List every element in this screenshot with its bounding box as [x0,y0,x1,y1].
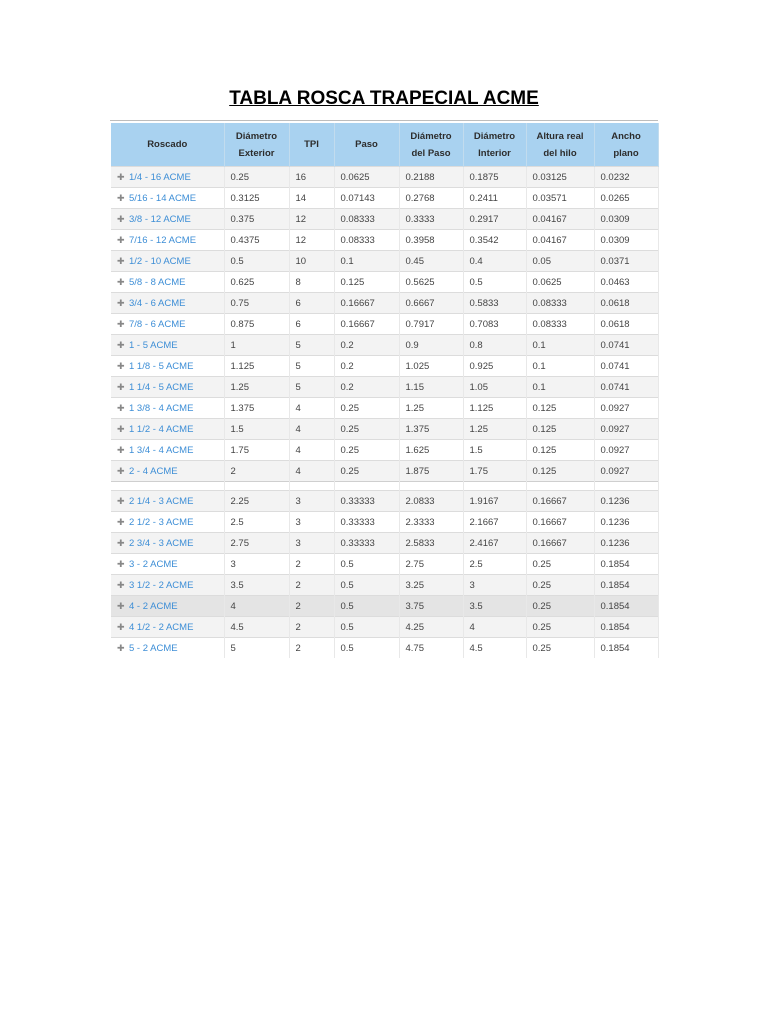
table-cell: 1.125 [463,398,526,419]
table-cell: 0.125 [526,461,594,482]
gap-cell [334,482,399,491]
thread-link[interactable]: 5 - 2 ACME [129,642,178,654]
table-cell: 5 [224,638,289,659]
table-cell: 0.1875 [463,167,526,188]
thread-link[interactable]: 5/16 - 14 ACME [129,192,197,204]
table-cell: 0.0741 [594,356,658,377]
table-cell: 0.08333 [334,230,399,251]
thread-name-cell[interactable] [111,596,224,617]
table-cell: 0.0741 [594,335,658,356]
table-cell: 4 [289,398,334,419]
expand-plus-icon[interactable]: ✚ [117,234,125,245]
thread-link[interactable]: 1/2 - 10 ACME [129,255,191,267]
thread-name-cell[interactable] [111,461,224,482]
table-cell: 0.5 [463,272,526,293]
expand-plus-icon[interactable]: ✚ [117,495,125,506]
table-cell: 2.75 [399,554,463,575]
thread-link[interactable]: 1 1/4 - 5 ACME [129,381,194,393]
table-cell: 8 [289,272,334,293]
table-cell: 16 [289,167,334,188]
table-cell: 0.25 [526,554,594,575]
header-roscado[interactable]: Roscado [111,123,224,167]
table-cell: 0.9 [399,335,463,356]
thread-name-cell[interactable] [111,398,224,419]
gap-cell [463,482,526,491]
table-cell: 0.4375 [224,230,289,251]
expand-plus-icon[interactable]: ✚ [117,213,125,224]
thread-link[interactable]: 4 - 2 ACME [129,600,178,612]
table-cell: 0.7917 [399,314,463,335]
table-row [111,335,658,356]
table-cell: 2 [224,461,289,482]
table-cell: 0.375 [224,209,289,230]
table-cell: 3 [224,554,289,575]
table-cell: 0.5 [334,617,399,638]
table-row [111,167,658,188]
table-cell: 0.08333 [526,314,594,335]
table-cell: 0.04167 [526,230,594,251]
table-row [111,272,658,293]
expand-plus-icon[interactable]: ✚ [117,558,125,569]
table-cell: 0.33333 [334,533,399,554]
header-altura-real-del-hilo[interactable]: Altura real del hilo [526,123,594,167]
table-cell: 0.25 [334,419,399,440]
acme-thread-table [111,123,659,658]
table-cell: 0.0232 [594,167,658,188]
header-diametro-del-paso[interactable]: Diámetro del Paso [399,123,463,167]
table-cell: 0.2411 [463,188,526,209]
table-cell: 0.16667 [334,314,399,335]
table-cell: 2 [289,617,334,638]
table-cell: 0.1854 [594,638,658,659]
table-cell: 3 [289,533,334,554]
thread-name-cell[interactable] [111,491,224,512]
thread-link[interactable]: 7/8 - 6 ACME [129,318,186,330]
thread-name-cell[interactable] [111,419,224,440]
table-cell: 1.05 [463,377,526,398]
table-cell: 0.5625 [399,272,463,293]
table-cell: 0.1 [526,377,594,398]
table-row [111,356,658,377]
thread-link[interactable]: 1 1/8 - 5 ACME [129,360,194,372]
table-cell: 0.3542 [463,230,526,251]
thread-link[interactable]: 3/8 - 12 ACME [129,213,191,225]
table-section-gap [111,482,658,491]
table-cell: 0.2917 [463,209,526,230]
table-cell: 1.25 [399,398,463,419]
table-cell: 3 [463,575,526,596]
table-row [111,575,658,596]
table-cell: 0.33333 [334,512,399,533]
table-cell: 1.375 [224,398,289,419]
table-cell: 12 [289,230,334,251]
thread-link[interactable]: 1 3/8 - 4 ACME [129,402,194,414]
table-cell: 0.0463 [594,272,658,293]
thread-link[interactable]: 1 1/2 - 4 ACME [129,423,194,435]
table-row [111,419,658,440]
table-cell: 0.0625 [526,272,594,293]
table-cell: 2.1667 [463,512,526,533]
table-row [111,617,658,638]
table-row [111,293,658,314]
thread-link[interactable]: 3/4 - 6 ACME [129,297,186,309]
table-cell: 0.1854 [594,596,658,617]
table-cell: 2 [289,638,334,659]
table-cell: 1.75 [224,440,289,461]
thread-name-cell[interactable] [111,638,224,659]
table-cell: 0.1 [334,251,399,272]
table-cell: 0.25 [334,398,399,419]
table-cell: 0.25 [526,596,594,617]
expand-plus-icon[interactable]: ✚ [117,642,125,653]
table-cell: 0.2188 [399,167,463,188]
table-cell: 1.9167 [463,491,526,512]
expand-plus-icon[interactable]: ✚ [117,579,125,590]
table-cell: 5 [289,335,334,356]
gap-cell [111,482,224,491]
table-cell: 1.375 [399,419,463,440]
thread-name-cell[interactable] [111,167,224,188]
table-cell: 2.5 [463,554,526,575]
table-cell: 4.5 [224,617,289,638]
table-cell: 4.75 [399,638,463,659]
page-title: TABLA ROSCA TRAPECIAL ACME [229,88,539,109]
table-cell: 0.0618 [594,314,658,335]
thread-link[interactable]: 2 1/4 - 3 ACME [129,495,194,507]
table-cell: 1.875 [399,461,463,482]
header-tpi[interactable]: TPI [289,123,334,167]
table-cell: 2.4167 [463,533,526,554]
table-cell: 0.45 [399,251,463,272]
table-row [111,596,658,617]
table-cell: 2.5833 [399,533,463,554]
table-cell: 0.0371 [594,251,658,272]
table-cell: 0.16667 [526,491,594,512]
title-divider [110,120,658,121]
expand-plus-icon[interactable]: ✚ [117,537,125,548]
table-cell: 0.3333 [399,209,463,230]
table-cell: 0.5 [334,596,399,617]
table-cell: 0.25 [334,461,399,482]
expand-plus-icon[interactable]: ✚ [117,402,125,413]
table-cell: 0.1 [526,356,594,377]
table-cell: 12 [289,209,334,230]
table-cell: 0.0309 [594,230,658,251]
thread-name-cell[interactable] [111,575,224,596]
table-cell: 2.75 [224,533,289,554]
header-diametro-interior[interactable]: Diámetro Interior [463,123,526,167]
table-cell: 0.5 [334,638,399,659]
thread-link[interactable]: 1/4 - 16 ACME [129,171,191,183]
table-row [111,461,658,482]
table-cell: 0.125 [526,440,594,461]
table-cell: 0.0927 [594,398,658,419]
table-row [111,554,658,575]
table-cell: 0.04167 [526,209,594,230]
table-cell: 0.0927 [594,440,658,461]
expand-plus-icon[interactable]: ✚ [117,297,125,308]
table-cell: 3.5 [224,575,289,596]
expand-plus-icon[interactable]: ✚ [117,444,125,455]
table-cell: 1.5 [463,440,526,461]
expand-plus-icon[interactable]: ✚ [117,423,125,434]
table-cell: 0.925 [463,356,526,377]
thread-link[interactable]: 2 1/2 - 3 ACME [129,516,194,528]
table-cell: 4.5 [463,638,526,659]
thread-name-cell[interactable] [111,251,224,272]
expand-plus-icon[interactable]: ✚ [117,339,125,350]
table-cell: 0.08333 [526,293,594,314]
table-cell: 0.03125 [526,167,594,188]
expand-plus-icon[interactable]: ✚ [117,360,125,371]
expand-plus-icon[interactable]: ✚ [117,621,125,632]
thread-link[interactable]: 1 3/4 - 4 ACME [129,444,194,456]
table-cell: 0.1236 [594,533,658,554]
table-cell: 0.25 [526,617,594,638]
thread-name-cell[interactable] [111,209,224,230]
expand-plus-icon[interactable]: ✚ [117,318,125,329]
table-cell: 0.3125 [224,188,289,209]
table-cell: 0.5 [224,251,289,272]
table-cell: 3 [289,512,334,533]
expand-plus-icon[interactable]: ✚ [117,276,125,287]
table-row [111,251,658,272]
table-cell: 1.75 [463,461,526,482]
table-cell: 4.25 [399,617,463,638]
table-cell: 0.1 [526,335,594,356]
table-cell: 0.3958 [399,230,463,251]
table-row [111,377,658,398]
table-cell: 5 [289,377,334,398]
table-cell: 1.625 [399,440,463,461]
table-cell: 0.5 [334,575,399,596]
thread-name-cell[interactable] [111,272,224,293]
table-cell: 6 [289,314,334,335]
table-row [111,491,658,512]
thread-link[interactable]: 3 1/2 - 2 ACME [129,579,194,591]
table-row [111,314,658,335]
table-cell: 0.08333 [334,209,399,230]
table-cell: 1.125 [224,356,289,377]
thread-link[interactable]: 1 - 5 ACME [129,339,178,351]
expand-plus-icon[interactable]: ✚ [117,255,125,266]
table-row [111,188,658,209]
table-cell: 0.1854 [594,554,658,575]
table-cell: 2 [289,554,334,575]
table-cell: 0.0741 [594,377,658,398]
table-cell: 0.1854 [594,617,658,638]
table-cell: 2 [289,575,334,596]
table-cell: 0.625 [224,272,289,293]
table-cell: 4 [289,440,334,461]
thread-name-cell[interactable] [111,335,224,356]
expand-plus-icon[interactable]: ✚ [117,381,125,392]
thread-link[interactable]: 3 - 2 ACME [129,558,178,570]
table-row [111,512,658,533]
thread-name-cell[interactable] [111,440,224,461]
table-row [111,440,658,461]
table-header-row [111,123,658,167]
table-cell: 1.25 [224,377,289,398]
table-cell: 0.05 [526,251,594,272]
expand-plus-icon[interactable]: ✚ [117,465,125,476]
table-cell: 0.16667 [526,533,594,554]
table-cell: 0.0927 [594,419,658,440]
thread-link[interactable]: 4 1/2 - 2 ACME [129,621,194,633]
thread-name-cell[interactable] [111,554,224,575]
thread-name-cell[interactable] [111,188,224,209]
table-cell: 4 [224,596,289,617]
table-cell: 0.03571 [526,188,594,209]
table-cell: 0.33333 [334,491,399,512]
gap-cell [224,482,289,491]
thread-name-cell[interactable] [111,377,224,398]
table-cell: 2.25 [224,491,289,512]
table-cell: 2.0833 [399,491,463,512]
table-cell: 0.8 [463,335,526,356]
table-cell: 0.75 [224,293,289,314]
table-body [111,167,658,659]
table-cell: 14 [289,188,334,209]
table-cell: 3 [289,491,334,512]
table-cell: 0.16667 [334,293,399,314]
thread-name-cell[interactable] [111,533,224,554]
table-cell: 3.75 [399,596,463,617]
thread-name-cell[interactable] [111,512,224,533]
thread-link[interactable]: 2 - 4 ACME [129,465,178,477]
table-cell: 0.2768 [399,188,463,209]
gap-cell [594,482,658,491]
table-cell: 0.0625 [334,167,399,188]
table-cell: 4 [289,461,334,482]
table-row [111,533,658,554]
table-cell: 0.6667 [399,293,463,314]
table-cell: 0.0927 [594,461,658,482]
table-cell: 1.15 [399,377,463,398]
thread-link[interactable]: 7/16 - 12 ACME [129,234,197,246]
table-cell: 0.0265 [594,188,658,209]
table-cell: 0.875 [224,314,289,335]
table-cell: 1 [224,335,289,356]
thread-link[interactable]: 5/8 - 8 ACME [129,276,186,288]
table-cell: 0.2 [334,356,399,377]
table-cell: 4 [463,617,526,638]
table-cell: 0.7083 [463,314,526,335]
table-cell: 1.5 [224,419,289,440]
table-cell: 0.25 [526,575,594,596]
table-cell: 0.2 [334,335,399,356]
header-diametro-exterior[interactable]: Diámetro Exterior [224,123,289,167]
table-cell: 0.5 [334,554,399,575]
table-cell: 0.125 [526,419,594,440]
table-cell: 0.07143 [334,188,399,209]
table-cell: 2.5 [224,512,289,533]
thread-name-cell[interactable] [111,230,224,251]
thread-name-cell[interactable] [111,617,224,638]
expand-plus-icon[interactable]: ✚ [117,192,125,203]
table-cell: 0.1236 [594,491,658,512]
expand-plus-icon[interactable]: ✚ [117,171,125,182]
table-cell: 0.4 [463,251,526,272]
table-cell: 0.25 [334,440,399,461]
thread-link[interactable]: 2 3/4 - 3 ACME [129,537,194,549]
table-row [111,638,658,659]
table-cell: 0.16667 [526,512,594,533]
table-cell: 0.0618 [594,293,658,314]
table-cell: 5 [289,356,334,377]
table-cell: 0.1854 [594,575,658,596]
gap-cell [399,482,463,491]
table-cell: 0.2 [334,377,399,398]
acme-thread-table-container [111,123,658,658]
table-cell: 0.125 [334,272,399,293]
expand-plus-icon[interactable]: ✚ [117,516,125,527]
table-cell: 0.25 [526,638,594,659]
table-cell: 0.1236 [594,512,658,533]
gap-cell [526,482,594,491]
table-cell: 2 [289,596,334,617]
table-cell: 3.25 [399,575,463,596]
table-cell: 1.25 [463,419,526,440]
table-row [111,209,658,230]
table-cell: 0.0309 [594,209,658,230]
thread-name-cell[interactable] [111,314,224,335]
table-cell: 0.125 [526,398,594,419]
expand-plus-icon[interactable]: ✚ [117,600,125,611]
table-cell: 2.3333 [399,512,463,533]
table-cell: 0.5833 [463,293,526,314]
table-cell: 1.025 [399,356,463,377]
header-paso[interactable]: Paso [334,123,399,167]
table-row [111,398,658,419]
thread-name-cell[interactable] [111,293,224,314]
header-ancho-plano[interactable]: Ancho plano [594,123,658,167]
table-cell: 3.5 [463,596,526,617]
table-cell: 6 [289,293,334,314]
table-cell: 10 [289,251,334,272]
gap-cell [289,482,334,491]
table-cell: 4 [289,419,334,440]
table-row [111,230,658,251]
table-cell: 0.25 [224,167,289,188]
thread-name-cell[interactable] [111,356,224,377]
